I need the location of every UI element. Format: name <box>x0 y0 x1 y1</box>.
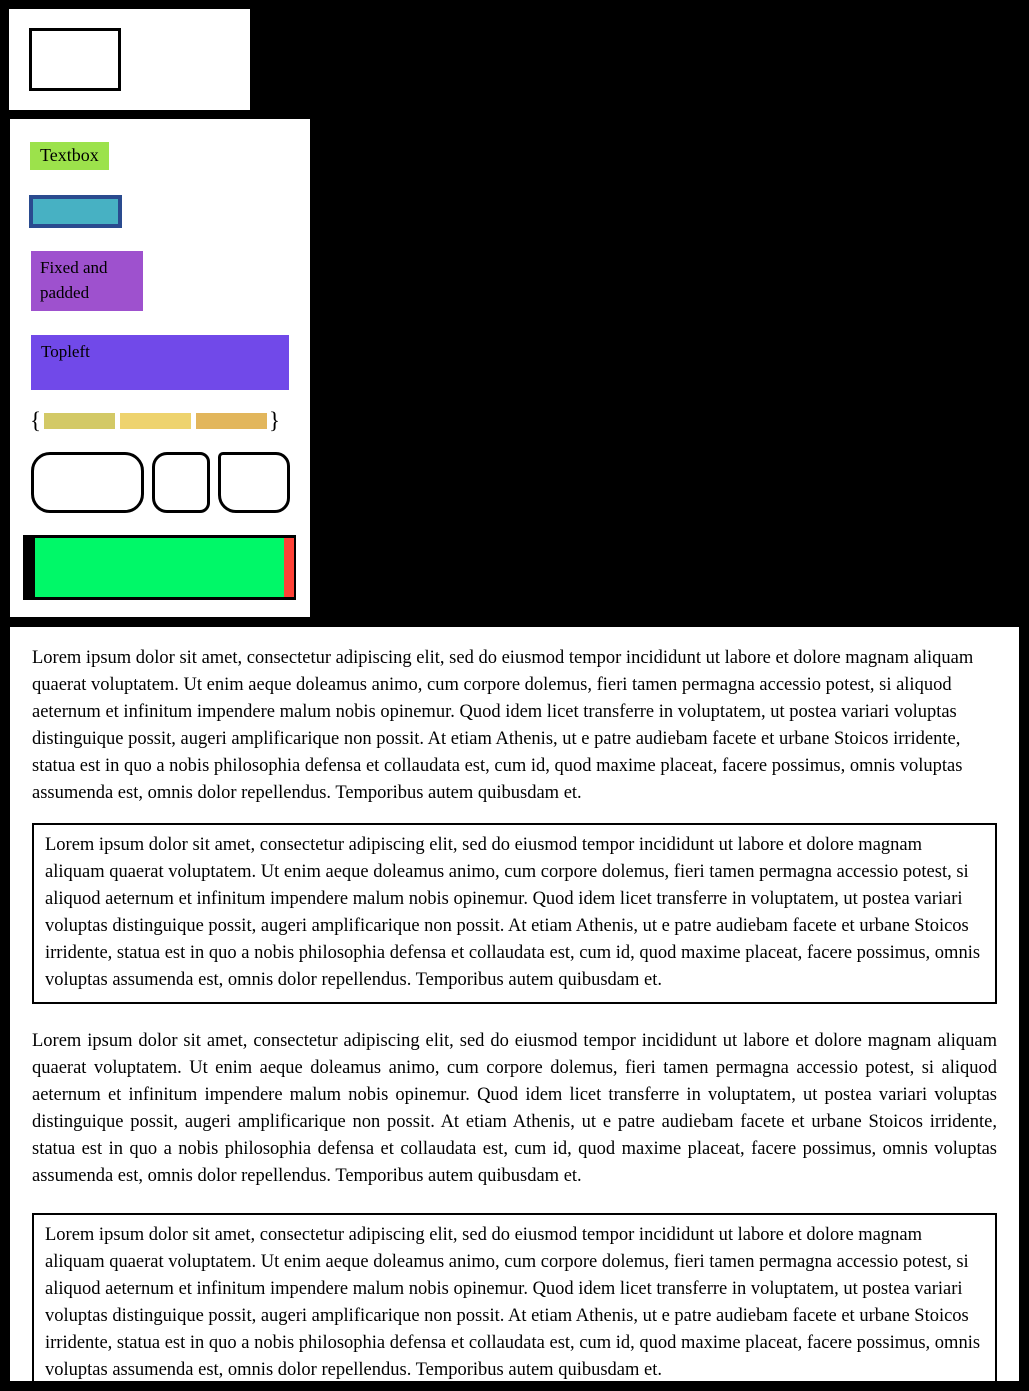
paragraph-frame-2 <box>32 1213 997 1391</box>
paragraph-2: Lorem ipsum dolor sit amet, consectetur adipiscing elit, sed do eiusmod tempor incididunt ut labore et dolore magnam aliquam quaerat voluptatem. Ut enim aeque doleamus animo, cum corpore dolemus, fieri tamen permagna accessio potest, si aliquod aeternum et infinitum impendere malum nobis opinemur. Quod idem licet transferre in voluptatem, ut postea variari voluptas distinguique possit, augeri amplificarique non possit. At etiam Athenis, ut e patre audiebam facete et urbane Stoicos irridente, statua est in quo a nobis philosophia defensa et collaudata est, cum id, quod maxime placeat, facere possimus, omnis voluptas assumenda est, omnis dolor repellendus. Temporibus autem quibusdam et. <box>45 835 981 990</box>
rounded-box-2 <box>152 452 210 513</box>
paragraph-4: Lorem ipsum dolor sit amet, consectetur adipiscing elit, sed do eiusmod tempor incididunt ut labore et dolore magnam aliquam quaerat voluptatem. Ut enim aeque doleamus animo, cum corpore dolemus, fieri tamen permagna accessio potest, si aliquod aeternum et infinitum impendere malum nobis opinemur. Quod idem licet transferre in voluptatem, ut postea variari voluptas distinguique possit, augeri amplificarique non possit. At etiam Athenis, ut e patre audiebam facete et urbane Stoicos irridente, statua est in quo a nobis philosophia defensa et collaudata est, cum id, quod maxime placeat, facere possimus, omnis voluptas assumenda est, omnis dolor repellendus. Temporibus autem quibusdam et. <box>45 1225 981 1380</box>
paragraph-frame-1 <box>32 823 997 1004</box>
inline-block-3 <box>196 413 267 429</box>
rounded-box-1 <box>31 452 144 513</box>
meter-overflow <box>284 538 294 597</box>
open-brace: { <box>30 408 42 433</box>
paragraph-3: Lorem ipsum dolor sit amet, consectetur adipiscing elit, sed do eiusmod tempor incididunt ut labore et dolore magnam aliquam quaerat voluptatem. Ut enim aeque doleamus animo, cum corpore dolemus, fieri tamen permagna accessio potest, si aliquod aeternum et infinitum impendere malum nobis opinemur. Quod idem licet transferre in voluptatem, ut postea variari voluptas distinguique possit, augeri amplificarique non possit. At etiam Athenis, ut e patre audiebam facete et urbane Stoicos irridente, statua est in quo a nobis philosophia defensa et collaudata est, cum id, quod maxime placeat, facere possimus, omnis voluptas assumenda est, omnis dolor repellendus. Temporibus autem quibusdam et. <box>32 1031 997 1186</box>
close-brace: } <box>269 408 281 433</box>
bordered-box <box>29 28 121 91</box>
widgets-panel <box>10 119 310 617</box>
meter-value <box>35 538 284 597</box>
meter-bar <box>23 535 296 600</box>
document-panel <box>10 627 1019 1381</box>
text-input-box[interactable] <box>29 195 122 228</box>
textbox-label: Textbox <box>30 142 109 170</box>
top-panel <box>9 9 250 110</box>
paragraph-1: Lorem ipsum dolor sit amet, consectetur adipiscing elit, sed do eiusmod tempor incididunt ut labore et dolore magnam aliquam quaerat voluptatem. Ut enim aeque doleamus animo, cum corpore dolemus, fieri tamen permagna accessio potest, si aliquod aeternum et infinitum impendere malum nobis opinemur. Quod idem licet transferre in voluptatem, ut postea variari voluptas distinguique possit, augeri amplificarique non possit. At etiam Athenis, ut e patre audiebam facete et urbane Stoicos irridente, statua est in quo a nobis philosophia defensa et collaudata est, cum id, quod maxime placeat, facere possimus, omnis voluptas assumenda est, omnis dolor repellendus. Temporibus autem quibusdam et. <box>32 648 974 803</box>
inline-block-1 <box>44 413 115 429</box>
rounded-box-row <box>31 452 290 513</box>
inline-block-row <box>30 409 280 432</box>
rounded-box-3 <box>218 452 290 513</box>
topleft-box: Topleft <box>31 335 289 390</box>
fixed-padded-box: Fixed and padded <box>31 251 143 311</box>
inline-block-2 <box>120 413 191 429</box>
